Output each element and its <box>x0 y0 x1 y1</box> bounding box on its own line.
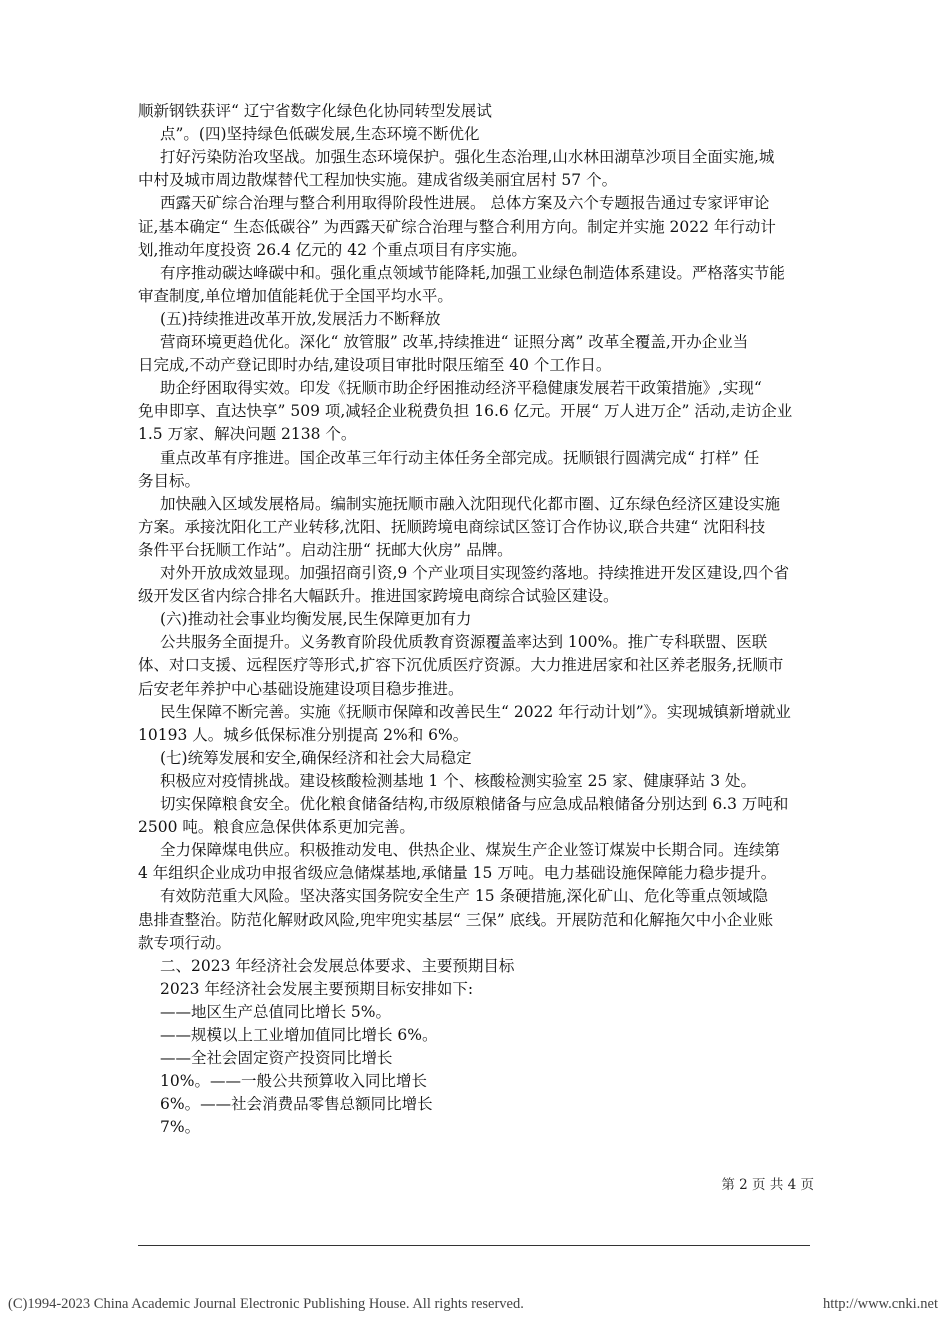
text-line: 级开发区省内综合排名大幅跃升。推进国家跨境电商综合试验区建设。 <box>138 587 619 606</box>
text-line: 10%。——一般公共预算收入同比增长 <box>160 1072 427 1091</box>
text-line: 切实保障粮食安全。优化粮食储备结构,市级原粮储备与应急成品粮储备分别达到 6.3 万吨和 <box>160 795 789 813</box>
text-line: 民生保障不断完善。实施《抚顺市保障和改善民生“ 2022 年行动计划”》。实现城镇新增就业 <box>160 702 791 721</box>
text-line: 划,推动年度投资 26.4 亿元的 42 个重点项目有序实施。 <box>138 240 527 259</box>
text-line: (七)统筹发展和安全,确保经济和社会大局稳定 <box>160 748 472 767</box>
text-line: 公共服务全面提升。义务教育阶段优质教育资源覆盖率达到 100%。推广专科联盟、医联 <box>160 633 768 652</box>
text-line: 重点改革有序推进。国企改革三年行动主体任务全部完成。抚顺银行圆满完成“ 打样” 任 <box>160 448 760 467</box>
text-line: 2023 年经济社会发展主要预期目标安排如下: <box>160 979 474 998</box>
text-line: 积极应对疫情挑战。建设核酸检测基地 1 个、核酸检测实验室 25 家、健康驿站 3 处。 <box>160 771 757 790</box>
text-line: 务目标。 <box>138 471 201 490</box>
text-line: 证,基本确定“ 生态低碳谷” 为西露天矿综合治理与整合利用方向。制定并实施 2022 年行动计 <box>138 217 776 236</box>
text-line: 4 年组织企业成功申报省级应急储煤基地,承储量 15 万吨。电力基础设施保障能力稳步提升。 <box>138 864 777 883</box>
text-line: 全力保障煤电供应。积极推动发电、供热企业、煤炭生产企业签订煤炭中长期合同。连续第 <box>160 841 781 860</box>
footer-divider <box>138 1245 810 1246</box>
text-line: ——规模以上工业增加值同比增长 6%。 <box>160 1026 438 1044</box>
text-line: 打好污染防治攻坚战。加强生态环境保护。强化生态治理,山水林田湖草沙项目全面实施,城 <box>160 148 775 167</box>
text-line: 1.5 万家、解决问题 2138 个。 <box>138 425 357 444</box>
cnki-url: http://www.cnki.net <box>822 1296 938 1312</box>
text-line: 款专项行动。 <box>138 933 232 952</box>
text-line: 有序推动碳达峰碳中和。强化重点领域节能降耗,加强工业绿色制造体系建设。严格落实节能 <box>160 263 785 282</box>
text-line: 顺新钢铁获评“ 辽宁省数字化绿色化协同转型发展试 <box>138 102 492 120</box>
text-line: 点”。(四)坚持绿色低碳发展,生态环境不断优化 <box>160 125 480 144</box>
text-line: ——全社会固定资产投资同比增长 <box>160 1049 393 1068</box>
text-line: 后安老年养护中心基础设施建设项目稳步推进。 <box>138 679 464 698</box>
text-line: 2500 吨。粮食应急保供体系更加完善。 <box>138 818 415 837</box>
text-line: 中村及城市周边散煤替代工程加快实施。建成省级美丽宜居村 57 个。 <box>138 171 618 190</box>
text-line: 免申即享、直达快享” 509 项,减轻企业税费负担 16.6 亿元。开展“ 万人进万企” 活动,走访企业 <box>138 402 793 421</box>
text-line: 审查制度,单位增加值能耗优于全国平均水平。 <box>138 286 453 305</box>
text-line: 西露天矿综合治理与整合利用取得阶段性进展。 总体方案及六个专题报告通过专家评审论 <box>160 194 770 213</box>
text-line: (五)持续推进改革开放,发展活力不断释放 <box>160 309 441 328</box>
text-line: 6%。——社会消费品零售总额同比增长 <box>160 1095 433 1114</box>
text-line: 日完成,不动产登记即时办结,建设项目审批时限压缩至 40 个工作日。 <box>138 356 612 375</box>
text-line: (六)推动社会事业均衡发展,民生保障更加有力 <box>160 610 472 629</box>
copyright-text: (C)1994-2023 China Academic Journal Electronic Publishing House. All rights reserved. <box>8 1296 524 1312</box>
text-line: ——地区生产总值同比增长 5%。 <box>160 1002 392 1021</box>
text-line: 助企纾困取得实效。印发《抚顺市助企纾困推动经济平稳健康发展若干政策措施》,实现“ <box>160 379 762 398</box>
text-line: 有效防范重大风险。坚决落实国务院安全生产 15 条硬措施,深化矿山、危化等重点领域隐 <box>160 887 769 906</box>
text-line: 对外开放成效显现。加强招商引资,9 个产业项目实现签约落地。持续推进开发区建设,四个省 <box>160 564 790 582</box>
text-line: 方案。承接沈阳化工产业转移,沈阳、抚顺跨境电商综试区签订合作协议,联合共建“ 沈阳科技 <box>138 517 766 536</box>
text-line: 10193 人。城乡低保标准分别提高 2%和 6%。 <box>138 725 469 744</box>
text-line: 营商环境更趋优化。深化“ 放管服” 改革,持续推进“ 证照分离” 改革全覆盖,开办企业当 <box>160 333 749 351</box>
text-line: 加快融入区域发展格局。编制实施抚顺市融入沈阳现代化都市圈、辽东绿色经济区建设实施 <box>160 494 781 513</box>
text-line: 体、对口支援、远程医疗等形式,扩容下沉优质医疗资源。大力推进居家和社区养老服务,抚顺市 <box>138 656 784 675</box>
page-number: 第 2 页 共 4 页 <box>721 1177 814 1193</box>
text-line: 条件平台抚顺工作站”。启动注册“ 抚邮大伙房” 品牌。 <box>138 540 513 559</box>
text-line: 二、2023 年经济社会发展总体要求、主要预期目标 <box>160 956 515 975</box>
text-line: 患排查整治。防范化解财政风险,兜牢兜实基层“ 三保” 底线。开展防范和化解拖欠中小企业账 <box>138 910 774 929</box>
text-line: 7%。 <box>160 1118 201 1137</box>
copyright-notice <box>8 1296 938 1313</box>
